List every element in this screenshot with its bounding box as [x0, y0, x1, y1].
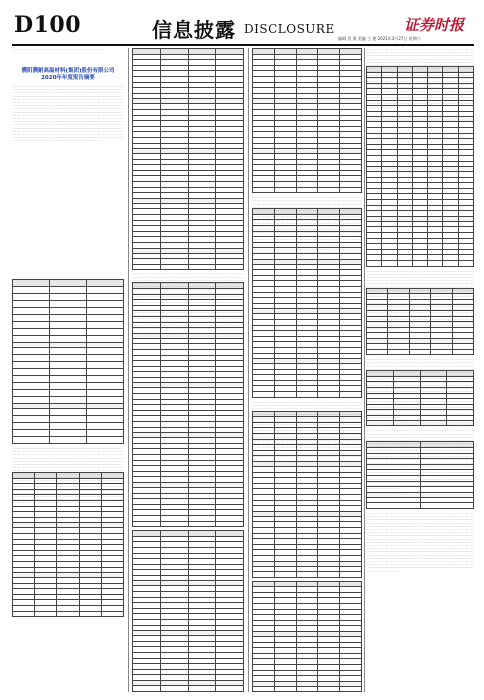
table-cell: [188, 521, 216, 527]
table-cell: [87, 376, 124, 383]
table-cell: [87, 383, 124, 390]
table-cell: [443, 261, 458, 267]
table-cell: [13, 315, 50, 322]
table-row: [13, 308, 124, 315]
table-cell: [50, 322, 87, 329]
table-cell: [79, 611, 101, 617]
section-title-en: DISCLOSURE: [244, 22, 335, 36]
table-cell: [274, 392, 296, 398]
table-cell: [50, 308, 87, 315]
data-table: [252, 48, 362, 193]
table-cell: [382, 261, 397, 267]
table-row: [133, 521, 244, 527]
table-row: [13, 390, 124, 397]
table-cell: [50, 315, 87, 322]
table-cell: [50, 423, 87, 430]
table-cell: [409, 349, 430, 355]
table-cell: [50, 397, 87, 404]
table-cell: [50, 409, 87, 416]
column-4: [366, 48, 474, 692]
table-cell: [253, 187, 275, 193]
table-row: [133, 691, 244, 692]
table-cell: [13, 362, 50, 369]
table-cell: [13, 390, 50, 397]
table-cell: [13, 322, 50, 329]
page-number: D100: [14, 12, 82, 38]
table-cell: [87, 301, 124, 308]
column-3: [252, 48, 362, 692]
table-row: [13, 348, 124, 355]
table-cell: [87, 287, 124, 294]
table-cell: [50, 355, 87, 362]
table-cell: [340, 187, 362, 193]
table-cell: [296, 392, 318, 398]
table-cell: [420, 421, 447, 426]
table-cell: [13, 397, 50, 404]
table-cell: [428, 261, 443, 267]
table-cell: [367, 349, 388, 355]
table-cell: [87, 308, 124, 315]
table-cell: [133, 521, 161, 527]
table-cell: [296, 572, 318, 578]
table-row: [13, 369, 124, 376]
data-table: [252, 581, 362, 692]
table-cell: [274, 572, 296, 578]
table-cell: [87, 294, 124, 301]
table-row: [13, 329, 124, 336]
body-text: ································································································································································································································································································································································································································································································································································································································································································································································································································································································································································································································································································································································································································································································································································································································································································································································································································································································································································································································································································································································································································································································································································································································································································································································································································································································: [366, 512, 474, 573]
table-row: [253, 572, 362, 578]
table-cell: [253, 572, 275, 578]
table-cell: [50, 383, 87, 390]
column-divider: [128, 48, 129, 692]
table-cell: [13, 369, 50, 376]
table-cell: [87, 369, 124, 376]
table-cell: [13, 611, 35, 617]
table-row: [13, 611, 124, 617]
table-cell: [57, 611, 79, 617]
table-cell: [50, 430, 87, 437]
table-cell: [367, 421, 394, 426]
body-text: ································································································································································································································································································································································································································································································································································································································································································································································································································································································································································································································································································································································································································································································································································································································································································································································································································································································································································································································································································································································································································································································································································································································································································································································································································································································: [366, 48, 474, 109]
header-rule: [12, 44, 474, 46]
table-cell: [50, 369, 87, 376]
table-cell: [87, 322, 124, 329]
body-text: ································································································································································································································································································································································································································································································································································································································································································································································································································································································································································································································································································································································································································································································································································································································································································································································································································································································································································································································································································································································································································································································································································································································································································································································································································································································: [252, 196, 362, 257]
table-cell: [87, 430, 124, 437]
table-cell: [13, 348, 50, 355]
table-cell: [13, 416, 50, 423]
table-cell: [296, 187, 318, 193]
table-row: [13, 336, 124, 343]
table-cell: [133, 264, 161, 270]
article-title-line1: 濮阳濮耐高温材料(集团)股份有限公司: [21, 68, 115, 74]
body-text: ································································································································································································································································································································································································································································································································································································································································································································································································································································································································································································································································································································································································································································································································································································································································································································································································································································································································································································································································································································································································································································································································································································································································································································································································································································································: [12, 447, 124, 505]
table-cell: [50, 348, 87, 355]
newspaper-logo: 证券时报: [404, 16, 465, 34]
column-1: [12, 48, 124, 692]
table-cell: [160, 264, 188, 270]
table-cell: [13, 329, 50, 336]
article-body-text: ································································································································································································································································································································································································································································································································································································································································································································································································································································································································································································································································································································································································································································································································································································································································································································································································································································································································································································································································································································································································································································································································································································································································································································································································································································································: [12, 85, 124, 143]
table-cell: [13, 409, 50, 416]
table-cell: [160, 521, 188, 527]
table-cell: [133, 691, 161, 692]
table-cell: [50, 362, 87, 369]
table-row: [13, 397, 124, 404]
table-row: [367, 349, 474, 355]
table-cell: [216, 264, 244, 270]
table-row: [253, 187, 362, 193]
editor-date-line: 编辑 肖 勇 美编 王 艳 2021年3月27日 星期六: [338, 36, 421, 41]
table-cell: [13, 430, 50, 437]
stock-code-block: ················································································································: [12, 48, 105, 51]
table-row: [367, 261, 474, 267]
table-cell: [87, 423, 124, 430]
table-cell: [420, 503, 474, 509]
table-cell: [216, 521, 244, 527]
table-cell: [13, 280, 50, 287]
table-cell: [13, 423, 50, 430]
table-cell: [13, 287, 50, 294]
body-text: ································································································································································································································································································································································································································································································································································································································································································································································································································································································································································································································································································································································································································································································································································································································································································································································································································································································································································································································································································································································································································································································································································································································································································································································································································································································: [366, 358, 474, 419]
table-cell: [447, 421, 474, 426]
table-cell: [87, 409, 124, 416]
table-cell: [101, 611, 123, 617]
table-row: [367, 503, 474, 509]
table-cell: [87, 280, 124, 287]
section-title: 信息披露: [152, 18, 236, 42]
table-cell: [431, 349, 452, 355]
table-cell: [50, 287, 87, 294]
table-cell: [87, 437, 124, 444]
data-table: [12, 279, 124, 444]
table-row: [13, 423, 124, 430]
column-2: [132, 48, 244, 692]
table-cell: [452, 349, 473, 355]
table-row: [367, 421, 474, 426]
table-cell: [393, 421, 420, 426]
table-cell: [318, 572, 340, 578]
body-text: ································································································································································································································································································································································································································································································································································································································································································································································································································································································································································································································································································································································································································································································································································································································································································································································································································································································································································································································································································································································································································································································································································································································································································································································································································································································: [366, 429, 474, 491]
table-cell: [318, 187, 340, 193]
table-row: [13, 294, 124, 301]
table-cell: [13, 308, 50, 315]
body-text: ································································································································································································································································································································································································································································································································································································································································································································································································································································································································································································································································································································································································································································································································································································································································································································································································································································································································································································································································································································································································································································································································································································································································································································································································································································································: [252, 400, 362, 462]
data-table: [132, 48, 244, 270]
table-cell: [87, 362, 124, 369]
table-cell: [87, 315, 124, 322]
table-row: [13, 301, 124, 308]
table-cell: [216, 691, 244, 692]
table-cell: [367, 503, 421, 509]
table-cell: [50, 329, 87, 336]
table-cell: [13, 383, 50, 390]
table-cell: [13, 336, 50, 343]
table-cell: [274, 187, 296, 193]
table-row: [13, 376, 124, 383]
body-text: ································································································································································································································································································································································································································································································································································································································································································································································································································································································································································································································································································································································································································································································································································································································································································································································································································································································································································································································································································································································································································································································································································································································································································································································································································································································: [132, 272, 244, 330]
table-row: [13, 430, 124, 437]
table-cell: [412, 261, 427, 267]
table-cell: [87, 416, 124, 423]
table-cell: [388, 349, 409, 355]
table-cell: [35, 611, 57, 617]
table-cell: [367, 261, 382, 267]
table-cell: [50, 294, 87, 301]
table-cell: [188, 691, 216, 692]
column-divider: [248, 48, 249, 692]
table-cell: [87, 348, 124, 355]
table-cell: [318, 392, 340, 398]
table-cell: [50, 336, 87, 343]
table-row: [13, 383, 124, 390]
table-row: [13, 355, 124, 362]
table-cell: [50, 301, 87, 308]
table-cell: [340, 392, 362, 398]
table-cell: [188, 264, 216, 270]
table-cell: [253, 392, 275, 398]
body-text: ································································································································································································································································································································································································································································································································································································································································································································································································································································································································································································································································································································································································································································································································································································································································································································································································································································································································································································································································································································································································································································································································································································································································································································································································································································································: [366, 269, 474, 331]
table-cell: [50, 437, 87, 444]
table-cell: [160, 691, 188, 692]
table-cell: [87, 355, 124, 362]
table-cell: [50, 390, 87, 397]
table-cell: [13, 437, 50, 444]
page-header: [0, 0, 484, 42]
table-cell: [340, 572, 362, 578]
table-row: [13, 409, 124, 416]
table-row: [133, 264, 244, 270]
table-cell: [87, 329, 124, 336]
table-cell: [13, 301, 50, 308]
table-cell: [13, 294, 50, 301]
table-row: [13, 416, 124, 423]
table-row: [13, 322, 124, 329]
table-cell: [50, 416, 87, 423]
table-cell: [458, 261, 473, 267]
table-row: [13, 280, 124, 287]
table-row: [13, 362, 124, 369]
table-cell: [87, 336, 124, 343]
data-table: [132, 530, 244, 692]
article-heading: [12, 68, 124, 82]
table-row: [253, 392, 362, 398]
table-cell: [50, 280, 87, 287]
table-cell: [87, 390, 124, 397]
table-row: [13, 437, 124, 444]
table-cell: [397, 261, 412, 267]
table-row: [13, 315, 124, 322]
article-title-line2: 2020年年度报告摘要: [41, 75, 95, 81]
table-cell: [13, 355, 50, 362]
column-divider: [364, 48, 365, 692]
table-row: [13, 287, 124, 294]
table-cell: [50, 376, 87, 383]
table-cell: [87, 397, 124, 404]
table-cell: [13, 376, 50, 383]
